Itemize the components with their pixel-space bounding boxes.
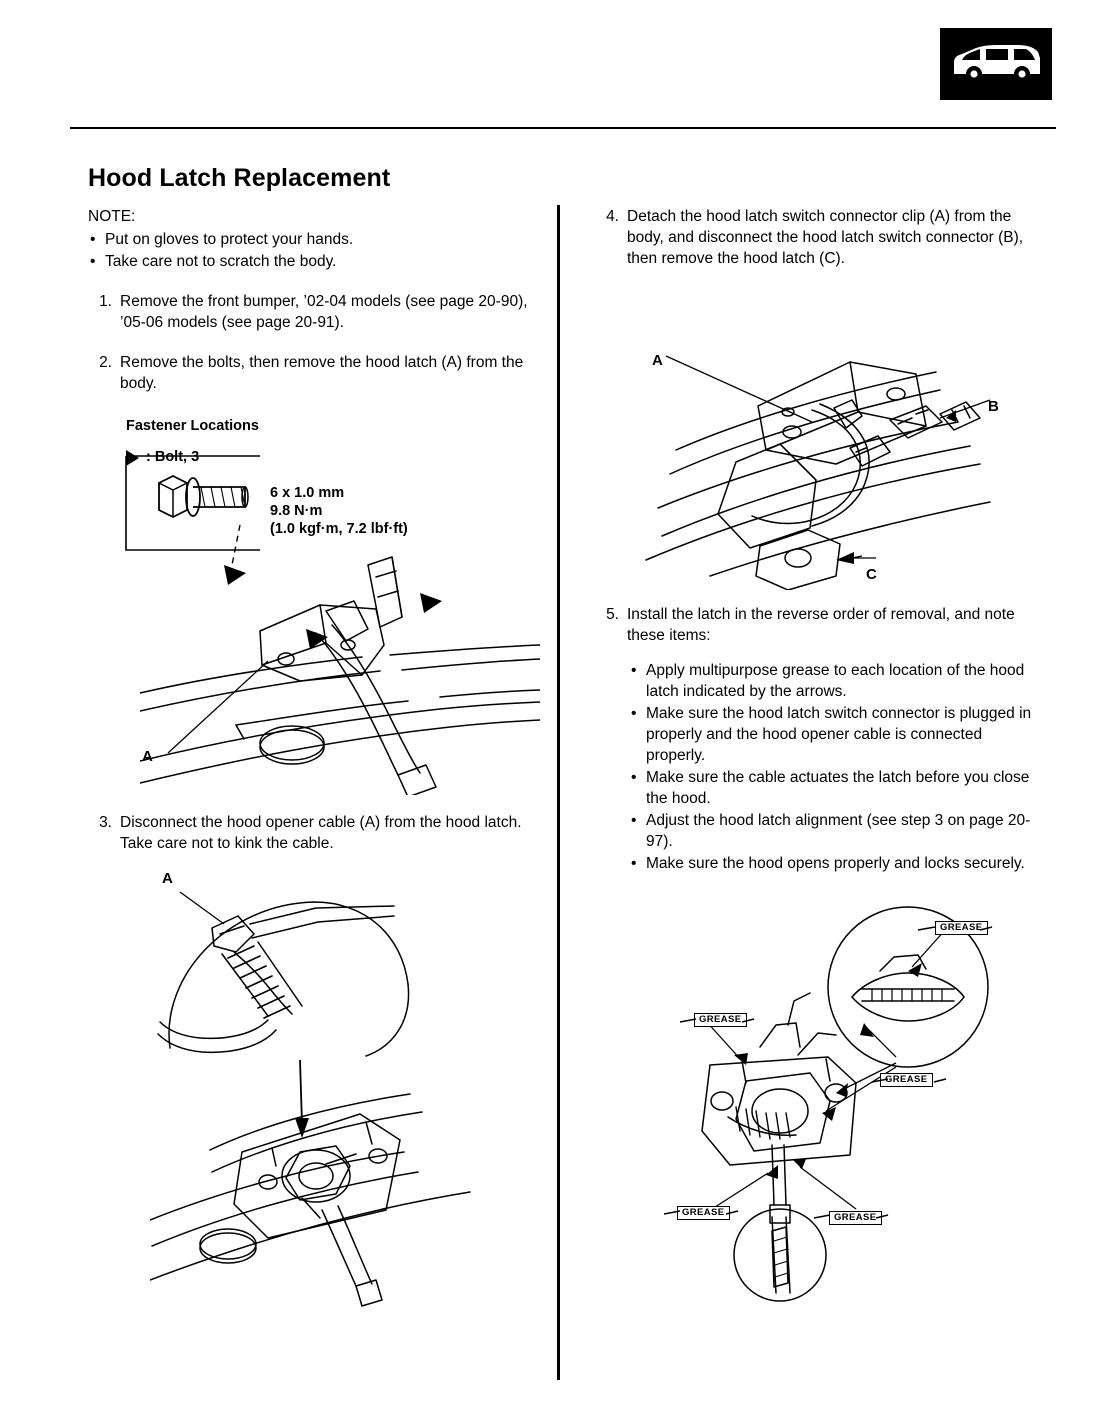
list-item: • Adjust the hood latch alignment (see step 3 on page 20-97). [629, 810, 1037, 852]
step-number: 4. [606, 208, 619, 225]
step-1 [88, 291, 543, 333]
step-3 [88, 812, 543, 854]
step-number: 3. [99, 814, 112, 831]
bolt-legend-label: : Bolt, 3 [146, 449, 200, 465]
vehicle-silhouette-icon [940, 28, 1052, 100]
list-item: • Make sure the hood opens properly and locks securely. [629, 853, 1037, 874]
step-text: Remove the bolts, then remove the hood latch (A) from the body. [120, 354, 524, 392]
note-label: NOTE: [88, 208, 136, 225]
list-item: • Make sure the cable actuates the latch before you close the hood. [629, 767, 1037, 809]
grease-tag-leaders [650, 900, 1010, 1240]
page-title: Hood Latch Replacement [88, 163, 391, 192]
hood-latch-bolt-locations-figure [140, 525, 540, 795]
step-text: Remove the front bumper, ’02-04 models (see page 20-90), ’05-06 models (see page 20-91). [120, 293, 528, 331]
step-2 [88, 352, 543, 394]
hood-latch-connector-figure [640, 340, 1020, 590]
note-list [88, 229, 543, 272]
step-text: Install the latch in the reverse order of removal, and note these items: [627, 606, 1015, 644]
left-column [88, 206, 543, 468]
step-5-bullet-list [629, 660, 1037, 874]
status-badge: GREASE [694, 1013, 747, 1027]
status-badge: GREASE [677, 1206, 730, 1220]
right-column [597, 206, 1037, 269]
torque-size: 6 x 1.0 mm [270, 485, 345, 501]
step-4 [597, 206, 1037, 269]
step-text: Disconnect the hood opener cable (A) from the hood latch. Take care not to kink the cable. [120, 814, 522, 852]
figure-label-b-connector: B [988, 398, 999, 415]
header-divider [70, 127, 1056, 129]
step-text: Detach the hood latch switch connector clip (A) from the body, and disconnect the hood latch switch connector (B), then remove the hood latch (C). [627, 208, 1024, 267]
step-number: 1. [99, 293, 112, 310]
step-5 [597, 604, 1037, 875]
figure-label-a-connector: A [652, 352, 663, 369]
figure-label-a: A [142, 748, 153, 765]
torque-nm: 9.8 N·m [270, 503, 323, 519]
figure-label-c-connector: C [866, 566, 877, 583]
step-number: 2. [99, 354, 112, 371]
status-badge: GREASE [880, 1073, 933, 1087]
list-item: • Take care not to scratch the body. [88, 251, 543, 272]
step-number: 5. [606, 606, 619, 623]
status-badge: GREASE [829, 1211, 882, 1225]
figure-label-a-cable: A [162, 870, 173, 887]
hood-opener-cable-figure [150, 880, 550, 1310]
fastener-locations-heading: Fastener Locations [126, 418, 259, 434]
left-step-list [88, 291, 543, 394]
list-item: • Make sure the hood latch switch connector is plugged in properly and the hood opener cable is connected properly. [629, 703, 1037, 766]
list-item: • Apply multipurpose grease to each location of the hood latch indicated by the arrows. [629, 660, 1037, 702]
torque-alt: (1.0 kgf·m, 7.2 lbf·ft) [270, 521, 408, 537]
status-badge: GREASE [935, 921, 988, 935]
list-item: • Put on gloves to protect your hands. [88, 229, 543, 250]
column-divider [557, 205, 560, 1380]
